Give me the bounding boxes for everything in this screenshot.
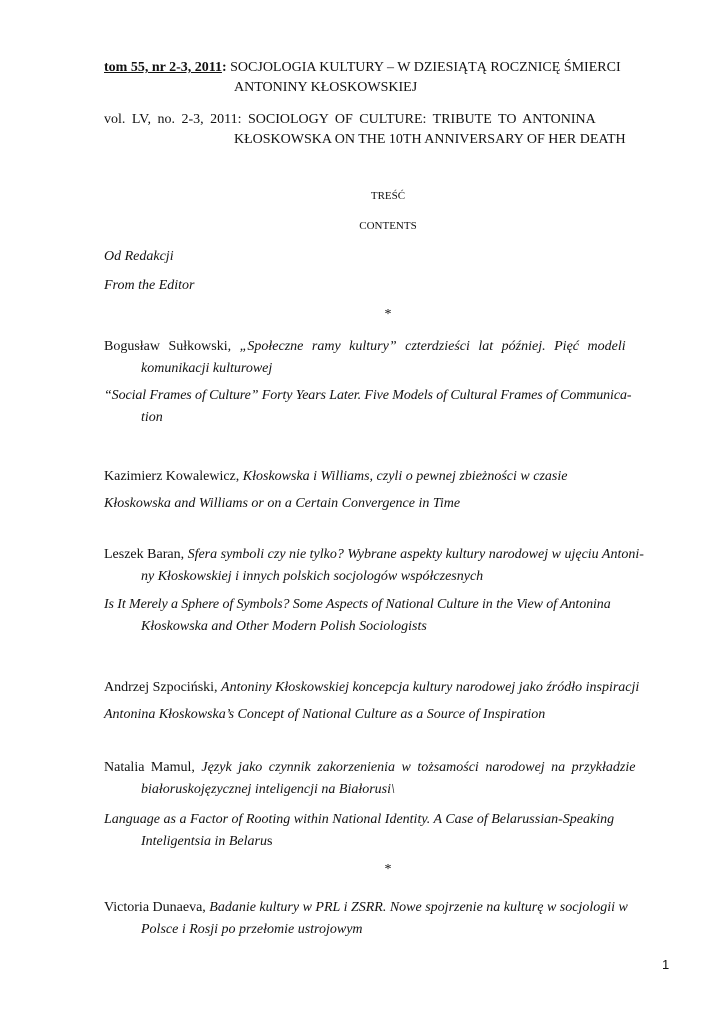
toc-entry-en <box>104 704 672 726</box>
editor-note-en: From the Editor <box>104 278 195 293</box>
entry-title-pl-cont: Polsce i Rosji po przełomie ustrojowym <box>141 922 363 937</box>
issue-title-pl-line1: SOCJOLOGIA KULTURY – W DZIESIĄTĄ ROCZNICĘ ŚMIERCI <box>226 60 621 75</box>
toc-entry <box>104 466 672 488</box>
separator-star: * <box>384 307 392 322</box>
toc-entry <box>104 677 672 699</box>
toc-entry <box>104 897 672 941</box>
entry-title-en-cont: tion <box>141 410 163 425</box>
toc-entry <box>104 757 672 801</box>
entry-author: Victoria Dunaeva, <box>104 900 210 915</box>
issue-label-pl: tom 55, nr 2-3, 2011 <box>104 60 222 75</box>
toc-entry-en <box>104 385 672 429</box>
entry-author: Andrzej Szpociński, <box>104 680 222 695</box>
entry-title-en-cont-tail: s <box>266 834 273 849</box>
entry-title-en: Is It Merely a Sphere of Symbols? Some Aspects of National Culture in the View of Antonina <box>104 597 611 612</box>
entry-author: Natalia Mamul, <box>104 760 202 775</box>
journal-header-en <box>104 110 672 150</box>
entry-title-pl: „Społeczne ramy kultury” czterdzieści lat później. Pięć modeli <box>239 339 626 354</box>
entry-title-pl: Sfera symboli czy nie tylko? Wybrane aspekty kultury narodowej w ujęciu Antoni- <box>187 547 644 562</box>
issue-title-pl-line2: ANTONINY KŁOSKOWSKIEJ <box>234 80 418 95</box>
toc-entry <box>104 336 672 380</box>
entry-title-en: Language as a Factor of Rooting within National Identity. A Case of Belarussian-Speaking <box>104 812 615 827</box>
toc-entry <box>104 544 672 588</box>
separator-star: * <box>384 862 392 877</box>
entry-author: Kazimierz Kowalewicz, <box>104 469 243 484</box>
editor-note-pl: Od Redakcji <box>104 249 174 264</box>
entry-title-en-cont: Inteligentsia in Belaru <box>141 834 267 849</box>
toc-entry-en <box>104 809 672 853</box>
heading-tresc: TREŚĆ <box>370 190 406 202</box>
entry-title-pl-cont: białoruskojęzycznej inteligencji na Białorusi\ <box>141 782 395 797</box>
entry-title-pl: Język jako czynnik zakorzenienia w tożsamości narodowej na przykładzie <box>201 760 636 775</box>
entry-title-pl-cont: ny Kłoskowskiej i innych polskich socjologów współczesnych <box>141 569 484 584</box>
entry-author: Leszek Baran, <box>104 547 188 562</box>
issue-title-en-line2: KŁOSKOWSKA ON THE 10TH ANNIVERSARY OF HER DEATH <box>234 132 626 147</box>
issue-title-en-line1: vol. LV, no. 2-3, 2011: SOCIOLOGY OF CULTURE: TRIBUTE TO ANTONINA <box>104 112 596 127</box>
toc-entry-en <box>104 594 672 638</box>
entry-title-en: Kłoskowska and Williams or on a Certain Convergence in Time <box>104 496 461 511</box>
entry-title-pl: Kłoskowska i Williams, czyli o pewnej zbieżności w czasie <box>242 469 568 484</box>
entry-title-pl-cont: komunikacji kulturowej <box>141 361 273 376</box>
toc-entry-en <box>104 493 672 515</box>
entry-author: Bogusław Sułkowski, <box>104 339 240 354</box>
journal-header-pl <box>104 58 672 98</box>
entry-title-en: “Social Frames of Culture” Forty Years Later. Five Models of Cultural Frames of Communica- <box>104 388 632 403</box>
page-number: 1 <box>662 957 670 972</box>
entry-title-en-cont: Kłoskowska and Other Modern Polish Sociologists <box>141 619 427 634</box>
issue-colon: : <box>221 60 227 75</box>
entry-title-pl: Badanie kultury w PRL i ZSRR. Nowe spojrzenie na kulturę w socjologii w <box>209 900 628 915</box>
heading-contents: CONTENTS <box>359 220 417 232</box>
entry-title-en: Antonina Kłoskowska’s Concept of National Culture as a Source of Inspiration <box>104 707 546 722</box>
entry-title-pl: Antoniny Kłoskowskiej koncepcja kultury narodowej jako źródło inspiracji <box>221 680 640 695</box>
